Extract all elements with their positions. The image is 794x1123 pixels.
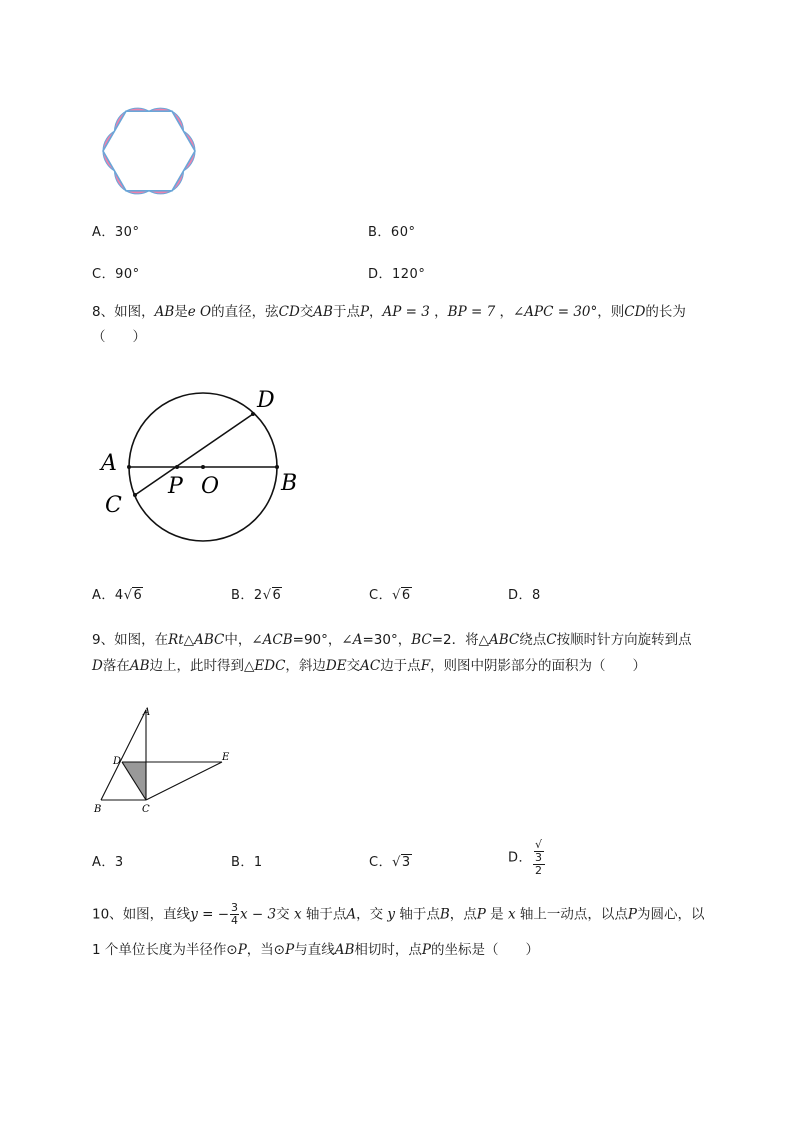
stem-text: ，斜边 bbox=[285, 658, 326, 674]
stem-text: 交 bbox=[276, 906, 290, 923]
stem-text: ，则图中阴影部分的面积为（ ） bbox=[430, 658, 647, 674]
option-letter: A． bbox=[92, 855, 115, 870]
stem-text: 交 bbox=[299, 304, 314, 320]
math-ab: AB bbox=[154, 304, 175, 320]
option-radicand: 6 bbox=[401, 588, 411, 603]
option-text: 120° bbox=[392, 267, 426, 282]
math-p: P bbox=[421, 942, 431, 958]
stem-text: 中， bbox=[224, 632, 252, 648]
stem-text: =90°， bbox=[292, 632, 342, 648]
pink-sector bbox=[103, 131, 115, 171]
pink-sector bbox=[184, 131, 196, 171]
option-letter: C． bbox=[369, 588, 393, 603]
q10-stem-line-2 bbox=[92, 938, 539, 962]
math-circle-o: e O bbox=[187, 304, 212, 320]
hexagon-figure bbox=[98, 106, 200, 196]
option-letter: D． bbox=[508, 588, 533, 603]
math-rt-abc: Rt△ABC bbox=[168, 632, 225, 648]
q7-option-b[interactable] bbox=[368, 221, 415, 240]
stem-text: 是 bbox=[490, 906, 504, 923]
stem-text: 的坐标是（ ） bbox=[430, 942, 539, 958]
stem-text: 相切时，点 bbox=[354, 942, 422, 958]
math-y-eq: y = − bbox=[190, 906, 230, 923]
option-letter: D． bbox=[508, 850, 533, 866]
label-a: A bbox=[101, 451, 117, 476]
math-x-term: x − 3 bbox=[240, 906, 277, 923]
option-text: 30° bbox=[114, 225, 140, 240]
math-p: P bbox=[476, 906, 486, 923]
stem-text: 如图，直线 bbox=[122, 906, 191, 923]
stem-text: 绕点 bbox=[519, 632, 547, 648]
q7-option-a[interactable] bbox=[92, 221, 139, 240]
q9-option-b[interactable] bbox=[231, 851, 263, 870]
option-letter: C． bbox=[92, 267, 116, 282]
label-o: O bbox=[201, 474, 220, 499]
option-letter: D． bbox=[368, 267, 393, 282]
option-text: 3 bbox=[114, 855, 124, 870]
fraction-denominator: 4 bbox=[231, 914, 239, 927]
option-radicand: 6 bbox=[133, 588, 143, 603]
q8-option-d[interactable] bbox=[508, 584, 541, 603]
stem-text: ，点 bbox=[449, 906, 477, 923]
math-angle-a: ∠A bbox=[341, 632, 363, 648]
math-x: x bbox=[293, 906, 302, 923]
math-cd: CD bbox=[278, 304, 300, 320]
math-fraction bbox=[230, 902, 239, 927]
stem-text: 的长为 bbox=[645, 304, 686, 320]
q9-option-c[interactable]: C．√3 bbox=[369, 855, 411, 870]
stem-text: 边于点 bbox=[380, 658, 421, 674]
option-text: 90° bbox=[115, 267, 140, 282]
point-c bbox=[133, 493, 137, 497]
label-p: P bbox=[168, 474, 183, 499]
math-de: DE bbox=[325, 658, 347, 674]
option-letter: B． bbox=[368, 225, 391, 240]
math-p: P bbox=[237, 942, 247, 958]
math-ab: AB bbox=[334, 942, 355, 958]
stem-text: ，当⊙ bbox=[246, 942, 286, 958]
stem-text: ，则 bbox=[597, 304, 625, 320]
option-letter: A． bbox=[92, 588, 115, 603]
option-coef: 4 bbox=[114, 588, 124, 603]
math-angle-acb: ∠ACB bbox=[251, 632, 293, 648]
q7-option-d[interactable] bbox=[368, 263, 425, 282]
stem-text: 1 个单位长度为半径作⊙ bbox=[92, 942, 238, 958]
label-a: A bbox=[143, 707, 151, 718]
option-radicand: 3 bbox=[401, 855, 411, 870]
side-ec bbox=[146, 762, 222, 800]
math-a: A bbox=[346, 906, 357, 923]
q9-stem-line-1 bbox=[92, 628, 692, 652]
stem-text: 轴于点 bbox=[399, 906, 440, 923]
label-e: E bbox=[222, 752, 230, 763]
point-o bbox=[201, 465, 205, 469]
chord-cd bbox=[135, 414, 253, 495]
math-edc: EDC bbox=[254, 658, 286, 674]
q9-option-d[interactable] bbox=[508, 839, 546, 877]
option-letter: B． bbox=[231, 855, 254, 870]
math-bc: BC bbox=[411, 632, 432, 648]
label-d: D bbox=[257, 388, 275, 413]
option-denominator: 2 bbox=[535, 864, 543, 877]
option-radicand: 3 bbox=[535, 851, 543, 864]
math-angle-apc: ∠APC = 30° bbox=[512, 304, 598, 320]
option-coef: 2 bbox=[253, 588, 263, 603]
math-p: P bbox=[359, 304, 370, 320]
stem-text: 为圆心，以 bbox=[636, 906, 705, 923]
point-a bbox=[127, 465, 131, 469]
option-text: 60° bbox=[390, 225, 416, 240]
stem-text: 是 bbox=[174, 304, 188, 320]
question-number: 10、 bbox=[92, 906, 123, 923]
q8-option-b[interactable]: B．2√6 bbox=[231, 588, 282, 603]
label-b: B bbox=[94, 804, 102, 815]
math-ab: AB bbox=[313, 304, 333, 320]
option-letter: A． bbox=[92, 225, 115, 240]
stem-text: =30°， bbox=[362, 632, 412, 648]
q8-stem: 8、如图，AB是e O的直径，弦CD交AB于点P，AP = 3 ，BP = 7 ，∠APC = 30°，则CD的长为 bbox=[92, 304, 686, 320]
q8-answer-paren: （ ） bbox=[92, 329, 146, 345]
math-p: P bbox=[627, 906, 637, 923]
stem-text: ，交 bbox=[356, 906, 384, 923]
option-letter: B． bbox=[231, 588, 254, 603]
stem-text: =2．将△ bbox=[431, 632, 490, 648]
fraction-numerator: 3 bbox=[231, 901, 239, 914]
stem-text: 交 bbox=[346, 658, 361, 674]
q9-option-a[interactable] bbox=[92, 851, 124, 870]
math-c: C bbox=[546, 632, 557, 648]
math-cd: CD bbox=[624, 304, 646, 320]
math-ac: AC bbox=[360, 658, 381, 674]
point-b bbox=[275, 465, 279, 469]
question-number: 8、 bbox=[92, 304, 115, 320]
point-d bbox=[251, 412, 255, 416]
triangle-figure bbox=[88, 700, 248, 820]
q8-option-a[interactable]: A．4√6 bbox=[92, 588, 143, 603]
option-text: 1 bbox=[253, 855, 263, 870]
math-b: B bbox=[439, 906, 450, 923]
label-b: B bbox=[281, 471, 298, 496]
option-fraction: √ 3 2 bbox=[535, 838, 543, 877]
stem-text: 轴于点 bbox=[305, 906, 347, 923]
circle-figure bbox=[95, 380, 315, 550]
math-d: D bbox=[92, 658, 103, 674]
math-ab: AB bbox=[129, 658, 150, 674]
q10-stem-line-1 bbox=[92, 902, 704, 927]
stem-text: 轴上一动点，以点 bbox=[519, 906, 628, 923]
math-f: F bbox=[420, 658, 431, 674]
math-abc: ABC bbox=[489, 632, 520, 648]
label-c: C bbox=[105, 493, 122, 518]
option-radicand: 6 bbox=[272, 588, 282, 603]
stem-text: 与直线 bbox=[294, 942, 335, 958]
label-c: C bbox=[142, 804, 150, 815]
q7-option-c[interactable] bbox=[92, 263, 140, 282]
option-text: 8 bbox=[532, 588, 541, 603]
stem-text: 的直径，弦 bbox=[211, 304, 279, 320]
q8-option-c[interactable]: C．√6 bbox=[369, 588, 411, 603]
label-d: D bbox=[113, 756, 122, 767]
math-x: x bbox=[507, 906, 516, 923]
question-number: 9、 bbox=[92, 632, 115, 648]
q9-stem-line-2 bbox=[92, 654, 646, 678]
point-p bbox=[175, 465, 179, 469]
stem-text: 落在 bbox=[102, 658, 130, 674]
stem-text: 如图，在 bbox=[114, 632, 169, 648]
math-y: y bbox=[387, 906, 396, 923]
stem-text: 按顺时针方向旋转到点 bbox=[556, 632, 692, 648]
stem-text: 于点 bbox=[332, 304, 360, 320]
math-p: P bbox=[285, 942, 295, 958]
math-ap: AP = 3 bbox=[382, 304, 430, 320]
math-bp: BP = 7 bbox=[447, 304, 496, 320]
stem-text: 边上，此时得到△ bbox=[149, 658, 255, 674]
option-letter: C． bbox=[369, 855, 393, 870]
stem-text: 如图， bbox=[114, 304, 155, 320]
